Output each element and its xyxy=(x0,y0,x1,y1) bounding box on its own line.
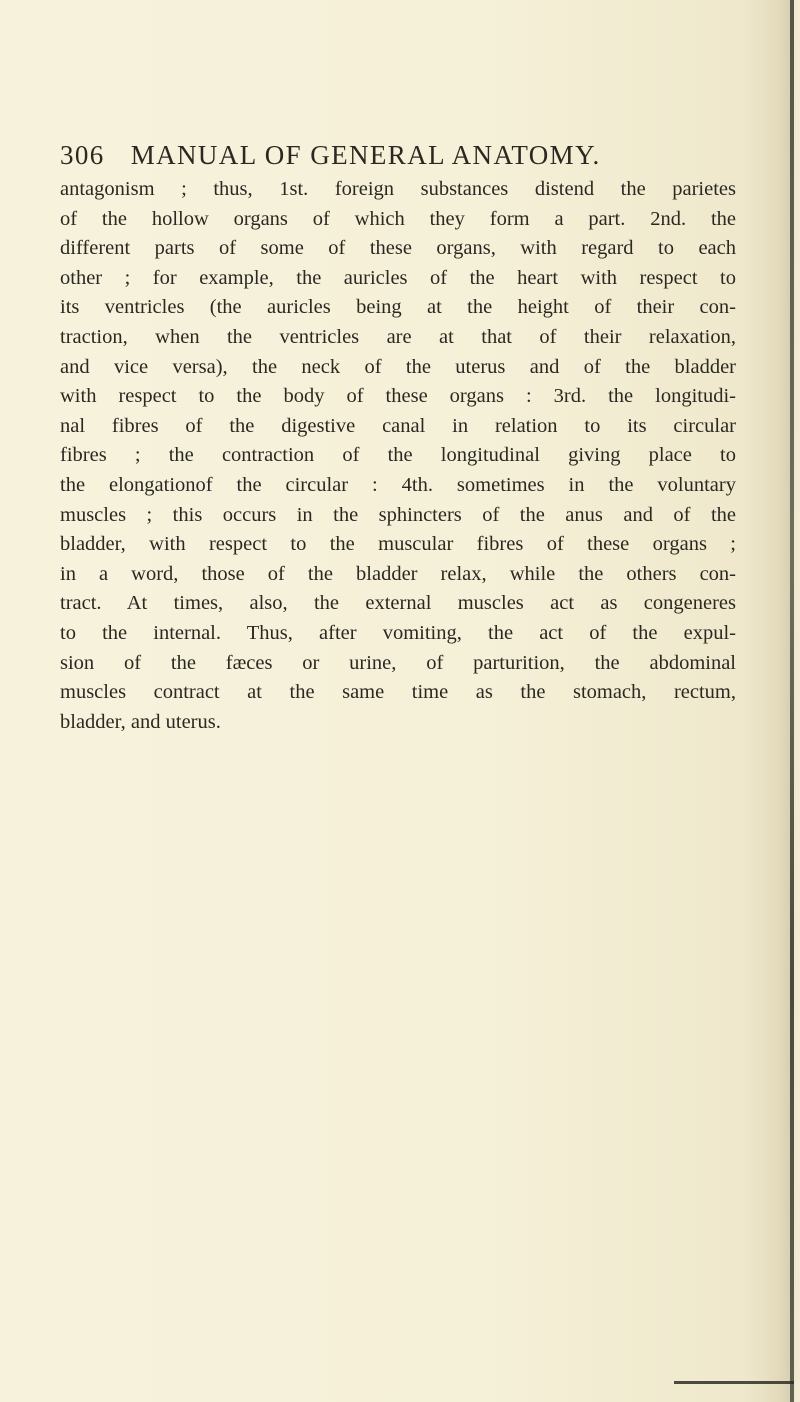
text-line: in a word, those of the bladder relax, while the others con- xyxy=(60,562,736,585)
text-line: of the hollow organs of which they form a part. 2nd. the xyxy=(60,207,736,230)
text-line: to the internal. Thus, after vomiting, the act of the expul- xyxy=(60,621,736,644)
text-line: nal fibres of the digestive canal in relation to its circular xyxy=(60,414,736,437)
text-line: bladder, with respect to the muscular fibres of these organs ; xyxy=(60,533,736,556)
page-edge xyxy=(790,0,794,1402)
text-line: traction, when the ventricles are at that of their relaxation, xyxy=(60,325,736,348)
page-edge-bottom xyxy=(674,1381,794,1384)
text-line: antagonism ; thus, 1st. foreign substances distend the parietes xyxy=(60,178,736,200)
text-line: tract. At times, also, the external muscles act as congeneres xyxy=(60,592,736,615)
body-text xyxy=(60,175,736,737)
text-line: other ; for example, the auricles of the heart with respect to xyxy=(60,266,736,289)
running-header xyxy=(60,138,700,172)
text-line: with respect to the body of these organs : 3rd. the longitudi- xyxy=(60,385,736,408)
running-title: MANUAL OF GENERAL ANATOMY. xyxy=(130,140,601,170)
text-line: muscles contract at the same time as the stomach, rectum, xyxy=(60,681,736,704)
text-line: its ventricles (the auricles being at the height of their con- xyxy=(60,296,736,319)
page-edge-shadow xyxy=(776,0,790,1402)
text-line: and vice versa), the neck of the uterus and of the bladder xyxy=(60,355,736,378)
page-number: 306 xyxy=(60,140,105,170)
text-line: muscles ; this occurs in the sphincters of the anus and of the xyxy=(60,503,736,526)
text-line: fibres ; the contraction of the longitudinal giving place to xyxy=(60,444,736,467)
text-line: different parts of some of these organs, with regard to each xyxy=(60,237,736,260)
text-line: sion of the fæces or urine, of parturition, the abdominal xyxy=(60,651,736,674)
text-line: bladder, and uterus. xyxy=(60,710,221,733)
text-line: the elongationof the circular : 4th. sometimes in the voluntary xyxy=(60,473,736,496)
